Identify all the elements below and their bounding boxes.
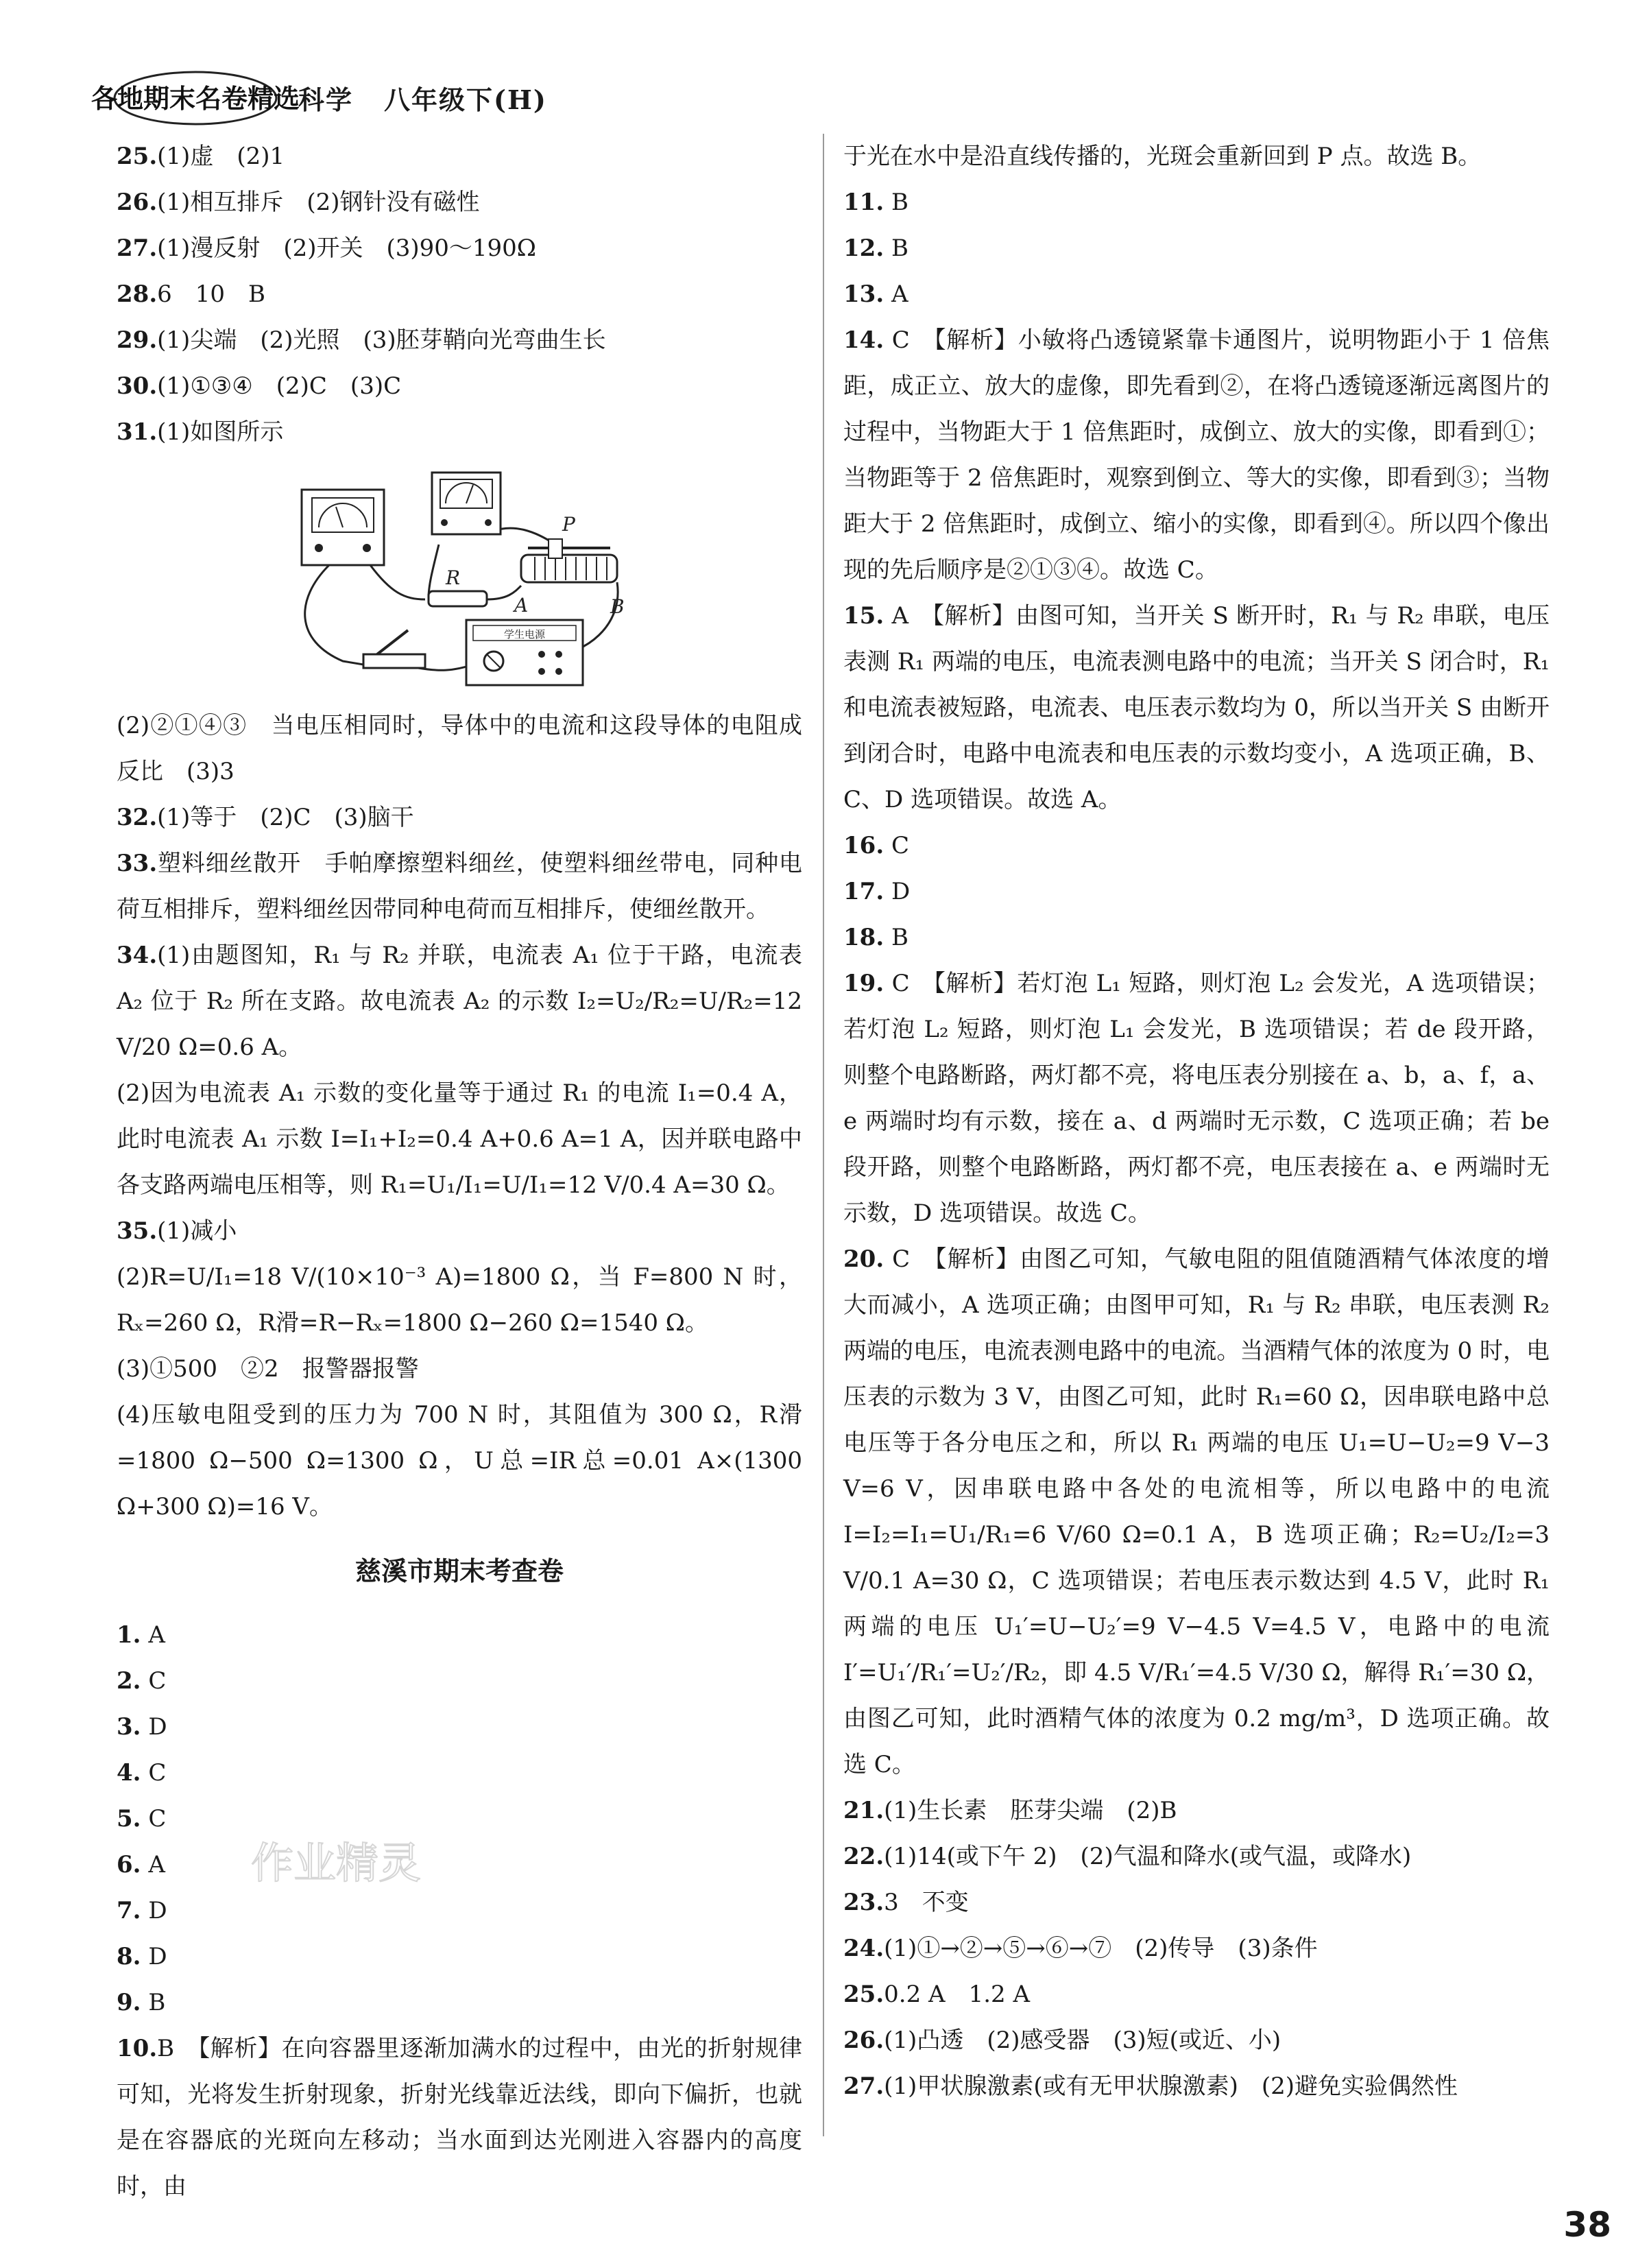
answer-paragraph: 15. A 【解析】由图可知，当开关 S 断开时，R₁ 与 R₂ 串联，电压表测 R₁ 两端的电压，电流表测电路中的电流；当开关 S 闭合时，R₁ 和电流表被短路，电流表、电压表示数均为 0，所以当开关 S 由断开到闭合时，电路中电流表和电压表的示数均变小，A 选项正确，B、C、D 选项错误。故选 A。 [843, 602, 1550, 813]
answer-paragraph: 20. C 【解析】由图乙可知，气敏电阻的阻值随酒精气体浓度的增大而减小，A 选项正确；由图甲可知，R₁ 与 R₂ 串联，电压表测 R₂ 两端的电压，电流表测电路中的电流。当酒精气体的浓度为 0 时，电压表的示数为 3 V，由图乙可知，此时 R₁=60 Ω，因串联电路中总电压等于各分电压之和，所以 R₁ 两端的电压 U₁=U−U₂=9 V−3 V=6 V，因串联电路中各处的电流相等，所以电路中的电流 I=I₂=I₁=U₁/R₁=6 V/60 Ω=0.1 A，B 选项正确；R₂=U₂/I₂=3 V/0.1 A=30 Ω，C 选项错误；若电压表示数达到 4.5 V，此时 R₁ 两端的电压 U₁′=U−U₂′=9 V−4.5 V=4.5 V，电路中的电流 I′=U₁′/R₁′=U₂′/R₂，即 4.5 V/R₁′=4.5 V/30 Ω，解得 R₁′=30 Ω，由图乙可知，此时酒精气体的浓度为 0.2 mg/m³，D 选项正确。故选 C。 [843, 1245, 1550, 1778]
answer-paragraph: 19. C 【解析】若灯泡 L₁ 短路，则灯泡 L₂ 会发光，A 选项错误；若灯泡 L₂ 短路，则灯泡 L₁ 会发光，B 选项错误；若 de 段开路，则整个电路断路，两灯都不亮，将电压表分别接在 a、b，a、f，a、e 两端时均有示数，接在 a、d 两端时无示数，C 选项正确；若 be 段开路，则整个电路断路，两灯都不亮，电压表接在 a、e 两端时无示数，D 选项错误。故选 C。 [843, 970, 1550, 1227]
answer-paragraph: (4)压敏电阻受到的压力为 700 N 时，其阻值为 300 Ω，R滑=1800 Ω−500 Ω=1300 Ω，U总=IR总=0.01 A×(1300 Ω+300 Ω)=16 V。 [117, 1401, 802, 1520]
answer-paragraph: (2)因为电流表 A₁ 示数的变化量等于通过 R₁ 的电流 I₁=0.4 A，此时电流表 A₁ 示数 I=I₁+I₂=0.4 A+0.6 A=1 A，因并联电路中各支路两端电压相等，则 R₁=U₁/I₁=U/I₁=12 V/0.4 A=30 Ω。 [117, 1079, 802, 1199]
list-item: 8. D [117, 1943, 167, 1970]
column-divider [823, 134, 824, 2136]
list-item: 16. C [843, 832, 909, 859]
list-item: 9. B [117, 1989, 166, 2016]
list-item: 12. B [843, 235, 908, 262]
page-number: 38 [1563, 2205, 1611, 2245]
section-title: 慈溪市期末考查卷 [354, 1555, 564, 1586]
list-item: 13. A [843, 280, 908, 308]
list-item: 4. C [117, 1759, 167, 1787]
answer-line: 32.(1)等于 (2)C (3)脑干 [117, 804, 414, 831]
answer-line: 26.(1)凸透 (2)感受器 (3)短(或近、小) [843, 2027, 1281, 2054]
svg-text:P: P [562, 513, 575, 536]
list-item: 6. A [117, 1851, 165, 1878]
answer-paragraph: 于光在水中是沿直线传播的，光斑会重新回到 P 点。故选 B。 [843, 143, 1482, 170]
answer-line: 35.(1)减小 [117, 1217, 237, 1245]
svg-text:R: R [446, 566, 461, 589]
answer-line: 24.(1)①→②→⑤→⑥→⑦ (2)传导 (3)条件 [843, 1935, 1318, 1962]
series-logo [91, 65, 300, 127]
answer-line: 27.(1)漫反射 (2)开关 (3)90～190Ω [117, 235, 536, 262]
right-column [843, 134, 1550, 2110]
svg-text:B: B [610, 595, 625, 618]
svg-text:学生电源: 学生电源 [503, 628, 546, 641]
answer-line: 27.(1)甲状腺激素(或有无甲状腺激素) (2)避免实验偶然性 [843, 2073, 1458, 2100]
list-item: 5. C [117, 1805, 167, 1833]
answer-paragraph: (2)R=U/I₁=18 V/(10×10⁻³ A)=1800 Ω，当 F=800 N 时，Rₓ=260 Ω，R滑=R−Rₓ=1800 Ω−260 Ω=1540 Ω。 [117, 1263, 802, 1337]
answer-paragraph: 33.塑料细丝散开 手帕摩擦塑料细丝，使塑料细丝带电，同种电荷互相排斥，塑料细丝因带同种电荷而互相排斥，使细丝散开。 [117, 850, 802, 923]
answer-line: 21.(1)生长素 胚芽尖端 (2)B [843, 1797, 1177, 1824]
watermark-stamp [213, 1824, 459, 1900]
answer-line: 29.(1)尖端 (2)光照 (3)胚芽鞘向光弯曲生长 [117, 326, 606, 354]
answer-line: (3)①500 ②2 报警器报警 [117, 1355, 419, 1383]
circuit-figure [267, 462, 651, 689]
grade-label: 八年级下(H) [384, 84, 547, 115]
list-item: 2. C [117, 1667, 167, 1695]
svg-text:各地期末名卷精选: 各地期末名卷精选 [91, 83, 300, 114]
list-item: 1. A [117, 1621, 165, 1649]
answer-line: 23.3 不变 [843, 1889, 969, 1916]
subject-label: 科学 [298, 84, 354, 115]
answer-line: 25.0.2 A 1.2 A [843, 1981, 1031, 2008]
answer-line: 28.6 10 B [117, 280, 266, 308]
answer-paragraph: 14. C 【解析】小敏将凸透镜紧靠卡通图片，说明物距小于 1 倍焦距，成正立、放大的虚像，即先看到②，在将凸透镜逐渐远离图片的过程中，当物距大于 1 倍焦距时，成倒立、放大的实像，即看到①；当物距等于 2 倍焦距时，观察到倒立、等大的实像，即看到③；当物距大于 2 倍焦距时，成倒立、缩小的实像，即看到④。所以四个像出现的先后顺序是②①③④。故选 C。 [843, 326, 1550, 584]
answer-line: 30.(1)①③④ (2)C (3)C [117, 372, 402, 400]
answer-list [117, 1612, 802, 2026]
answer-paragraph: (2)②①④③ 当电压相同时，导体中的电流和这段导体的电阻成反比 (3)3 [117, 712, 802, 785]
list-item: 18. B [843, 924, 908, 951]
list-item: 11. B [843, 189, 908, 216]
list-item: 7. D [117, 1897, 167, 1924]
page-header [91, 65, 727, 127]
list-item: 17. D [843, 878, 911, 905]
answer-line: 31.(1)如图所示 [117, 418, 284, 446]
svg-text:A: A [514, 594, 529, 617]
answer-line: 26.(1)相互排斥 (2)钢针没有磁性 [117, 189, 480, 216]
answer-line: 22.(1)14(或下午 2) (2)气温和降水(或气温，或降水) [843, 1843, 1412, 1870]
answer-line: 25.(1)虚 (2)1 [117, 143, 285, 170]
answer-paragraph: 34.(1)由题图知，R₁ 与 R₂ 并联，电流表 A₁ 位于干路，电流表 A₂ 位于 R₂ 所在支路。故电流表 A₂ 的示数 I₂=U₂/R₂=U/R₂=12 V/20 Ω=0.6 A。 [117, 942, 802, 1061]
list-item: 3. D [117, 1713, 167, 1741]
svg-text:作业精灵: 作业精灵 [250, 1838, 422, 1888]
answer-paragraph: 10.B 【解析】在向容器里逐渐加满水的过程中，由光的折射规律可知，光将发生折射现象，折射光线靠近法线，即向下偏折，也就是在容器底的光斑向左移动；当水面到达光刚进入容器内的高度时，由 [117, 2035, 802, 2200]
